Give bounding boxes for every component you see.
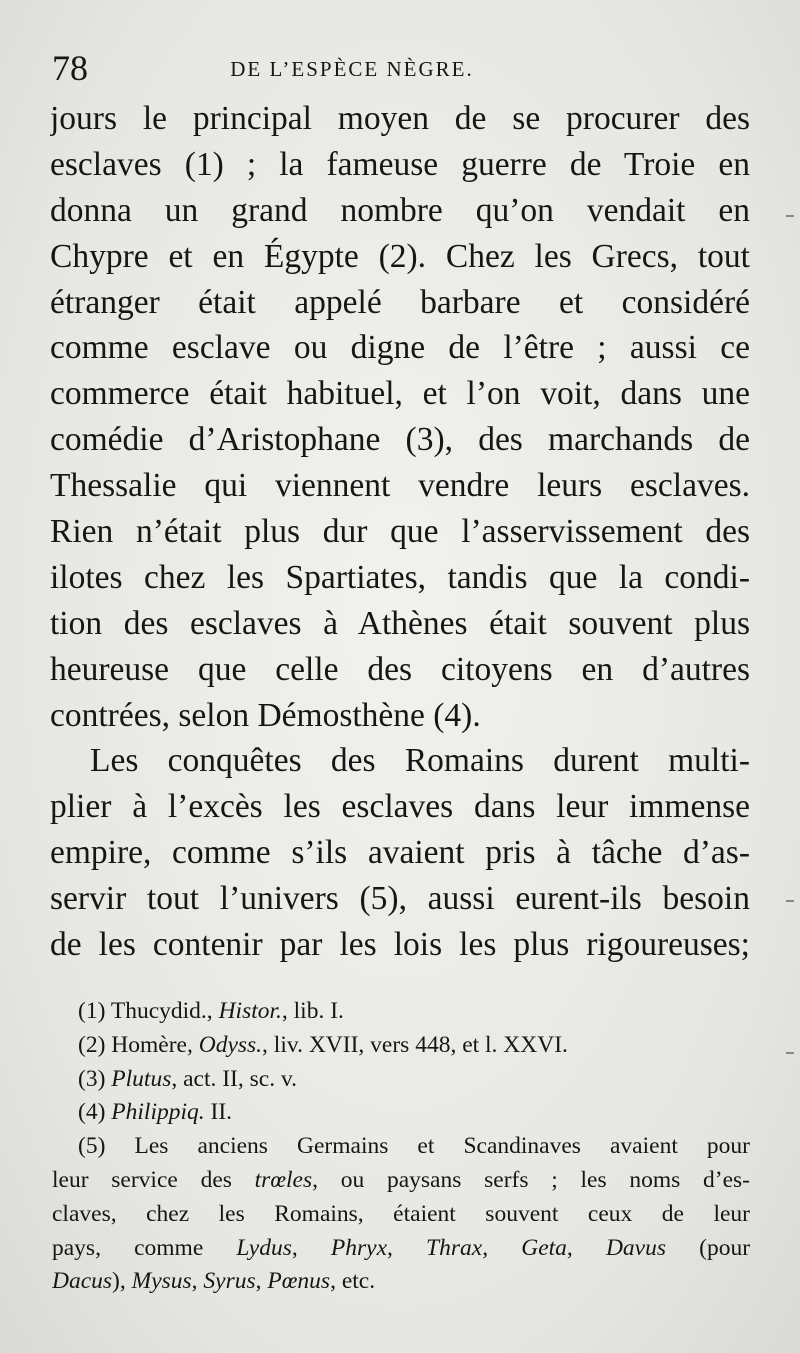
margin-mark [786, 900, 794, 902]
text-line: servir tout l’univers (5), aussi eurent-ils besoin [50, 880, 750, 918]
text-line: étranger était appelé barbare et considéré [50, 283, 750, 321]
text-line: esclaves (1) ; la fameuse guerre de Troie en [50, 145, 750, 183]
text-line: de les contenir par les lois les plus rigoureuses; [50, 926, 750, 964]
text-line: plier à l’excès les esclaves dans leur immense [50, 788, 750, 826]
text-line: Thessalie qui viennent vendre leurs esclaves. [50, 467, 750, 505]
footnote-number: (2) [78, 1031, 106, 1058]
text-line: comme esclave ou digne de l’être ; aussi ce [50, 329, 750, 367]
text-line: commerce était habituel, et l’on voit, dans une [50, 375, 750, 413]
text-line: ilotes chez les Spartiates, tandis que la condi- [50, 558, 750, 596]
footnotes [52, 995, 750, 1299]
text-line: Rien n’était plus dur que l’asservissement des [50, 513, 750, 551]
footnote-5-continued: Dacus), Mysus, Syrus, Pœnus, etc. [52, 1268, 376, 1295]
page-number: 78 [52, 48, 88, 88]
main-text [50, 96, 750, 968]
footnote-1: (1) Thucydid., Histor., lib. I. [78, 998, 344, 1024]
footnote-number: (3) [78, 1065, 106, 1092]
text-line: heureuse que celle des citoyens en d’autres [50, 650, 750, 688]
footnote-3: (3) Plutus, act. II, sc. v. [78, 1065, 298, 1092]
footnote-number: (1) [78, 998, 106, 1024]
footnote-5-continued: claves, chez les Romains, étaient souvent ceux de leur [52, 1200, 750, 1227]
text-line: Les conquêtes des Romains durent multi- [90, 742, 750, 780]
text-line: tion des esclaves à Athènes était souvent plus [50, 604, 750, 642]
footnote-5: (5) Les anciens Germains et Scandinaves avaient pour [78, 1133, 750, 1160]
page-header [52, 48, 752, 88]
running-title: DE L’ESPÈCE NÈGRE. [230, 57, 474, 81]
text-line: empire, comme s’ils avaient pris à tâche d’as- [50, 834, 750, 872]
footnote-2: (2) Homère, Odyss., liv. XVII, vers 448, et l. XXVI. [78, 1031, 568, 1058]
margin-mark [786, 215, 794, 217]
text-line: contrées, selon Démosthène (4). [50, 696, 481, 734]
margin-mark [786, 1052, 794, 1054]
footnote-5-continued: leur service des trœles, ou paysans serfs ; les noms d’es- [52, 1166, 750, 1193]
footnote-number: (4) [78, 1099, 106, 1126]
footnote-5-continued: pays, comme Lydus, Phryx, Thrax, Geta, Davus (pour [52, 1234, 750, 1261]
text-line: jours le principal moyen de se procurer des [50, 100, 750, 137]
text-line: donna un grand nombre qu’on vendait en [50, 191, 750, 229]
footnote-4: (4) Philippiq. II. [78, 1099, 233, 1126]
text-line: comédie d’Aristophane (3), des marchands de [50, 421, 750, 459]
text-line: Chypre et en Égypte (2). Chez les Grecs, tout [50, 237, 750, 275]
